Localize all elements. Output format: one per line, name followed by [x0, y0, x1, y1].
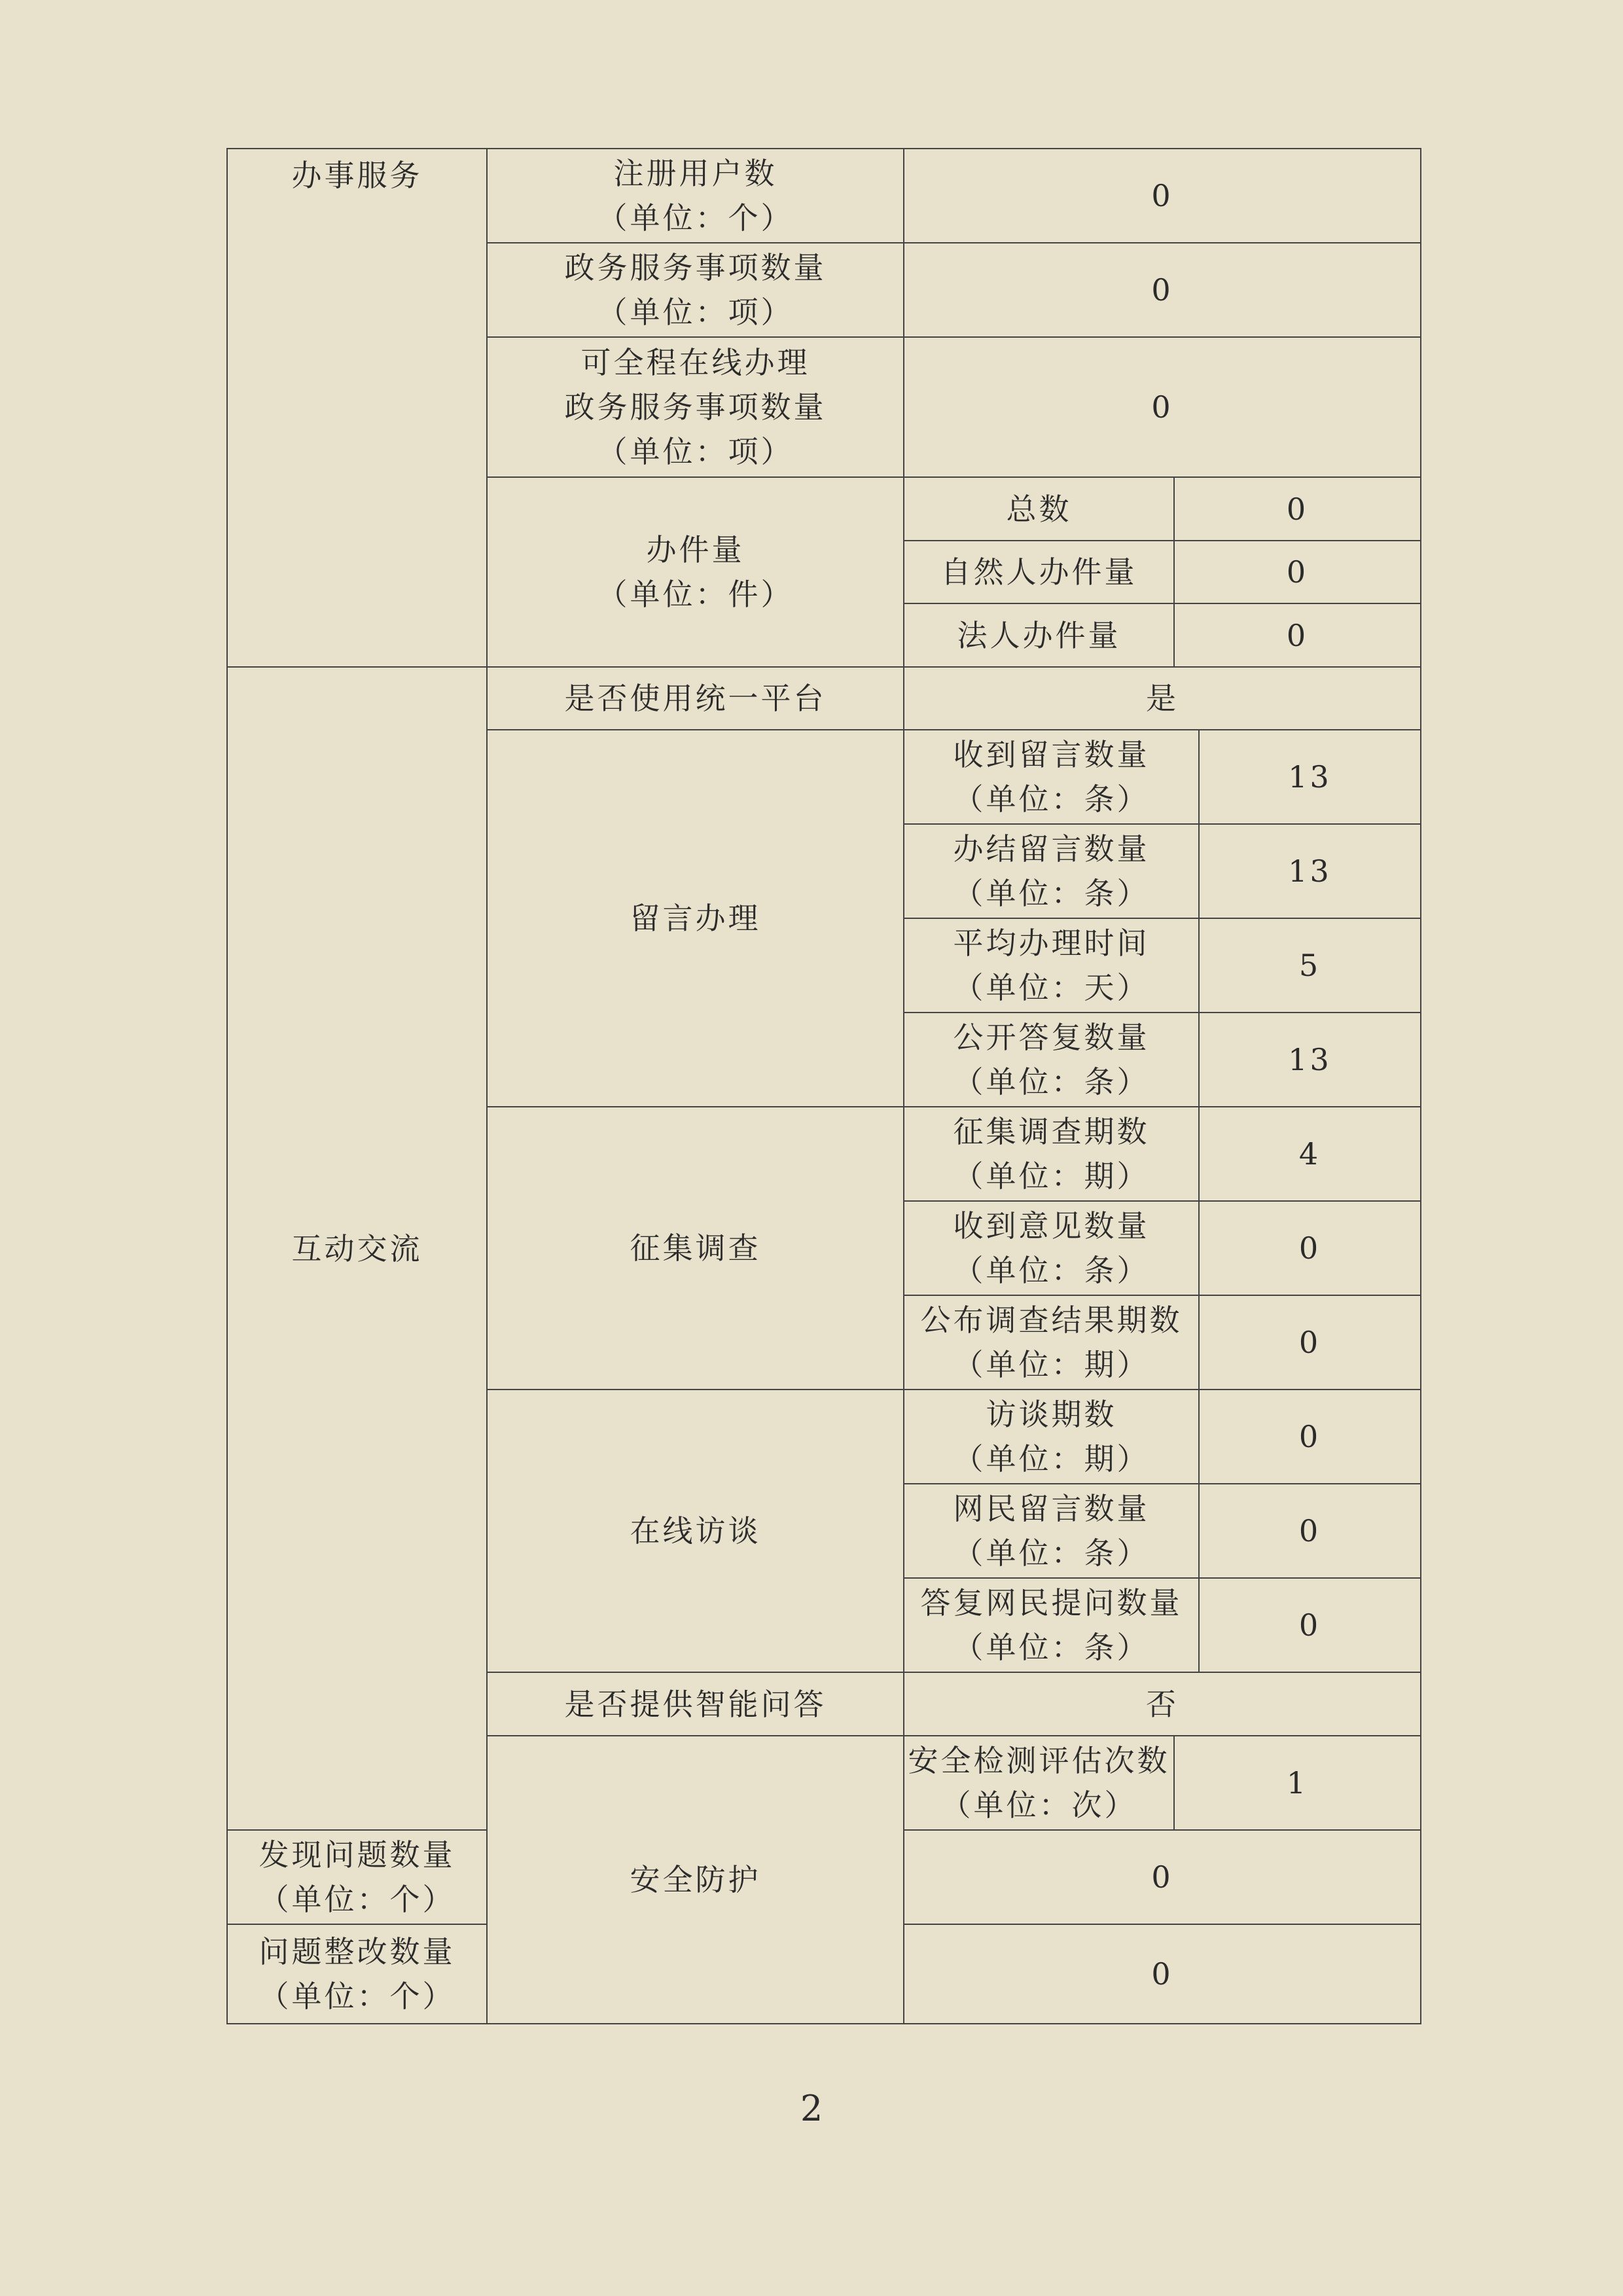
- sub-item-value: 13: [1199, 730, 1421, 824]
- sub-item-label: 征集调查期数 （单位：期）: [904, 1107, 1199, 1201]
- item-value: 否: [904, 1672, 1421, 1736]
- item-label: 安全检测评估次数 （单位：次）: [904, 1736, 1174, 1830]
- item-label: 可全程在线办理 政务服务事项数量 （单位：项）: [487, 337, 904, 477]
- item-label: 征集调查: [487, 1107, 904, 1390]
- sub-item-value: 0: [1199, 1295, 1421, 1390]
- item-value: 0: [904, 243, 1421, 337]
- sub-item-label: 答复网民提问数量 （单位：条）: [904, 1578, 1199, 1672]
- item-label: 注册用户数 （单位：个）: [487, 149, 904, 243]
- item-label: 办件量 （单位：件）: [487, 477, 904, 667]
- page-number: 2: [800, 2088, 823, 2129]
- category-interaction: 互动交流: [227, 667, 487, 1830]
- sub-item-value: 0: [1199, 1578, 1421, 1672]
- sub-item-label: 平均办理时间 （单位：天）: [904, 918, 1199, 1013]
- item-value: 0: [904, 149, 1421, 243]
- table-row: [227, 149, 1421, 243]
- item-label: 政务服务事项数量 （单位：项）: [487, 243, 904, 337]
- sub-item-label: 办结留言数量 （单位：条）: [904, 824, 1199, 918]
- item-label: 发现问题数量 （单位：个）: [227, 1830, 487, 1924]
- item-label: 留言办理: [487, 730, 904, 1107]
- sub-item-label: 法人办件量: [904, 603, 1174, 667]
- sub-item-value: 0: [1174, 541, 1421, 603]
- item-label: 问题整改数量 （单位：个）: [227, 1924, 487, 2024]
- sub-item-value: 13: [1199, 1013, 1421, 1107]
- sub-item-value: 5: [1199, 918, 1421, 1013]
- sub-item-label: 总数: [904, 477, 1174, 541]
- sub-item-label: 公布调查结果期数 （单位：期）: [904, 1295, 1199, 1390]
- sub-item-label: 公开答复数量 （单位：条）: [904, 1013, 1199, 1107]
- sub-item-label: 自然人办件量: [904, 541, 1174, 603]
- item-value: 0: [904, 337, 1421, 477]
- category-service: 办事服务: [227, 149, 487, 667]
- item-label: 是否使用统一平台: [487, 667, 904, 730]
- item-value: 0: [904, 1830, 1421, 1924]
- item-value: 0: [904, 1924, 1421, 2024]
- item-label: 是否提供智能问答: [487, 1672, 904, 1736]
- sub-item-value: 0: [1199, 1201, 1421, 1295]
- sub-item-label: 收到意见数量 （单位：条）: [904, 1201, 1199, 1295]
- sub-item-value: 13: [1199, 824, 1421, 918]
- sub-item-value: 0: [1174, 477, 1421, 541]
- item-label: 在线访谈: [487, 1390, 904, 1672]
- table-row: [227, 667, 1421, 730]
- item-value: 是: [904, 667, 1421, 730]
- sub-item-value: 4: [1199, 1107, 1421, 1201]
- statistics-table: [226, 148, 1421, 2024]
- sub-item-value: 0: [1199, 1484, 1421, 1578]
- sub-item-value: 0: [1199, 1390, 1421, 1484]
- sub-item-label: 收到留言数量 （单位：条）: [904, 730, 1199, 824]
- sub-item-label: 访谈期数 （单位：期）: [904, 1390, 1199, 1484]
- category-security: 安全防护: [487, 1736, 904, 2024]
- item-value: 1: [1174, 1736, 1421, 1830]
- sub-item-label: 网民留言数量 （单位：条）: [904, 1484, 1199, 1578]
- sub-item-value: 0: [1174, 603, 1421, 667]
